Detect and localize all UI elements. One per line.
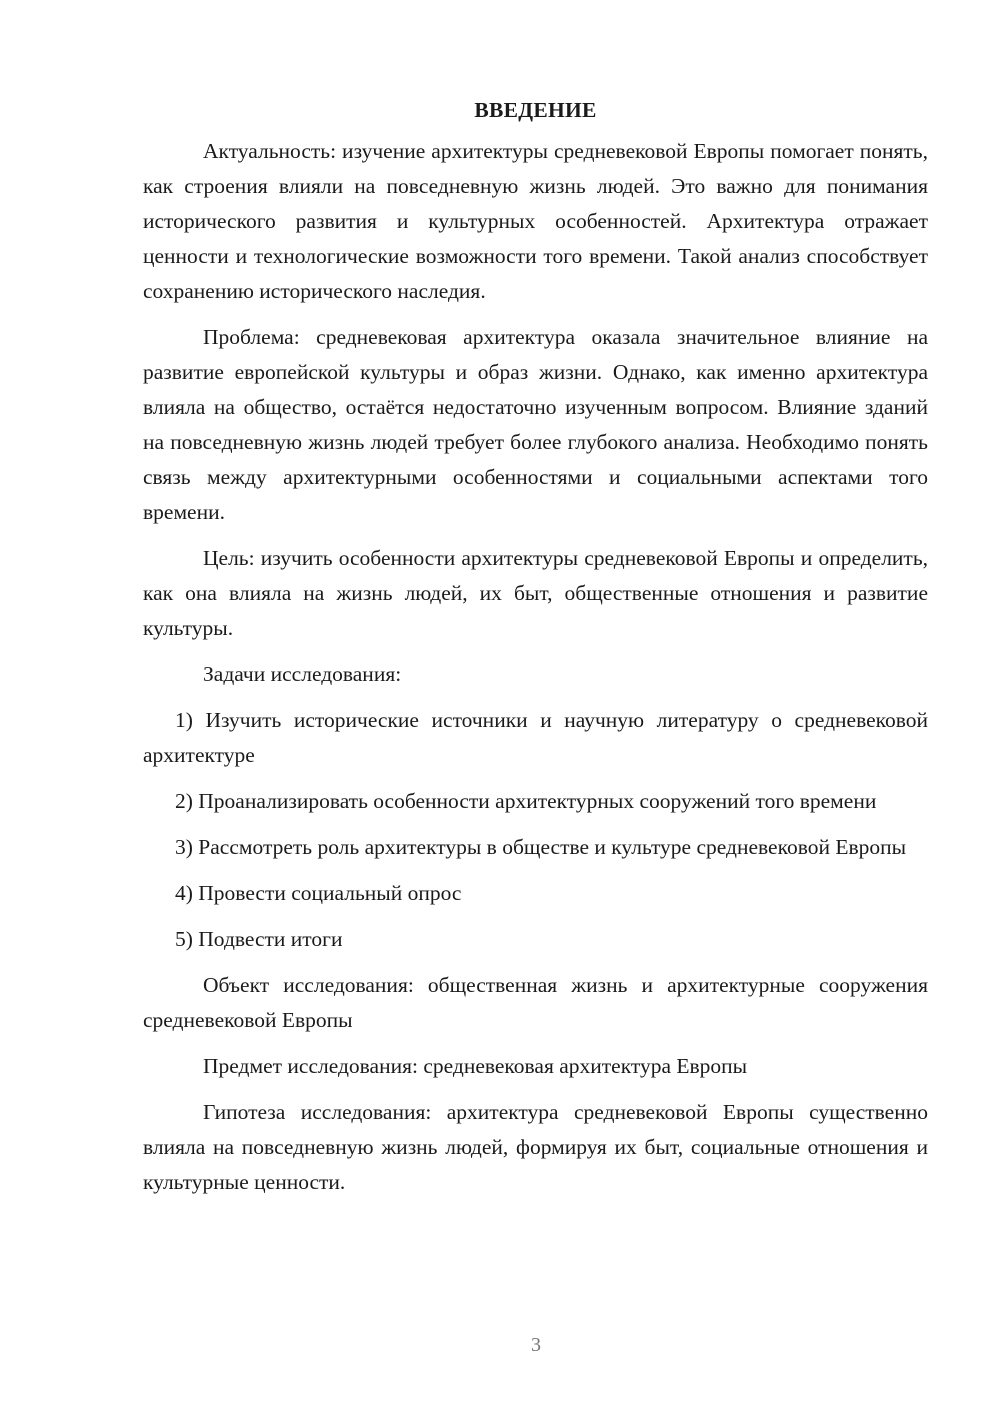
document-page (143, 96, 928, 1211)
task-item-5: 5) Подвести итоги (175, 927, 343, 951)
page-number: 3 (531, 1334, 541, 1356)
tasks-heading: Задачи исследования: (203, 662, 402, 686)
hypothesis-paragraph: Гипотеза исследования: архитектура средневековой Европы существенно влияла на повседневную жизнь людей, формируя их быт, социальные отношения и культурные ценности. (143, 1100, 928, 1194)
subject-paragraph: Предмет исследования: средневековая архитектура Европы (203, 1054, 748, 1078)
object-paragraph: Объект исследования: общественная жизнь и архитектурные сооружения средневековой Европы (143, 973, 928, 1032)
task-item-2: 2) Проанализировать особенности архитектурных сооружений того времени (175, 789, 877, 813)
task-item-4: 4) Провести социальный опрос (175, 881, 462, 905)
problem-paragraph: Проблема: средневековая архитектура оказала значительное влияние на развитие европейской культуры и образ жизни. Однако, как именно архитектура влияла на общество, остаётся недостаточно изученным вопросом. Влияние зданий на повседневную жизнь людей требует более глубокого анализа. Необходимо понять связь между архитектурными особенностями и социальными аспектами того времени. (143, 325, 928, 524)
relevance-paragraph: Актуальность: изучение архитектуры средневековой Европы помогает понять, как строения влияли на повседневную жизнь людей. Это важно для понимания исторического развития и культурных особенностей. Архитектура отражает ценности и технологические возможности того времени. Такой анализ способствует сохранению исторического наследия. (143, 139, 928, 303)
goal-paragraph: Цель: изучить особенности архитектуры средневековой Европы и определить, как она влияла на жизнь людей, их быт, общественные отношения и развитие культуры. (143, 546, 928, 640)
task-item-3: 3) Рассмотреть роль архитектуры в обществе и культуре средневековой Европы (175, 835, 907, 859)
task-item-1: 1) Изучить исторические источники и научную литературу о средневековой архитектуре (143, 708, 928, 767)
section-heading: ВВЕДЕНИЕ (474, 98, 597, 122)
